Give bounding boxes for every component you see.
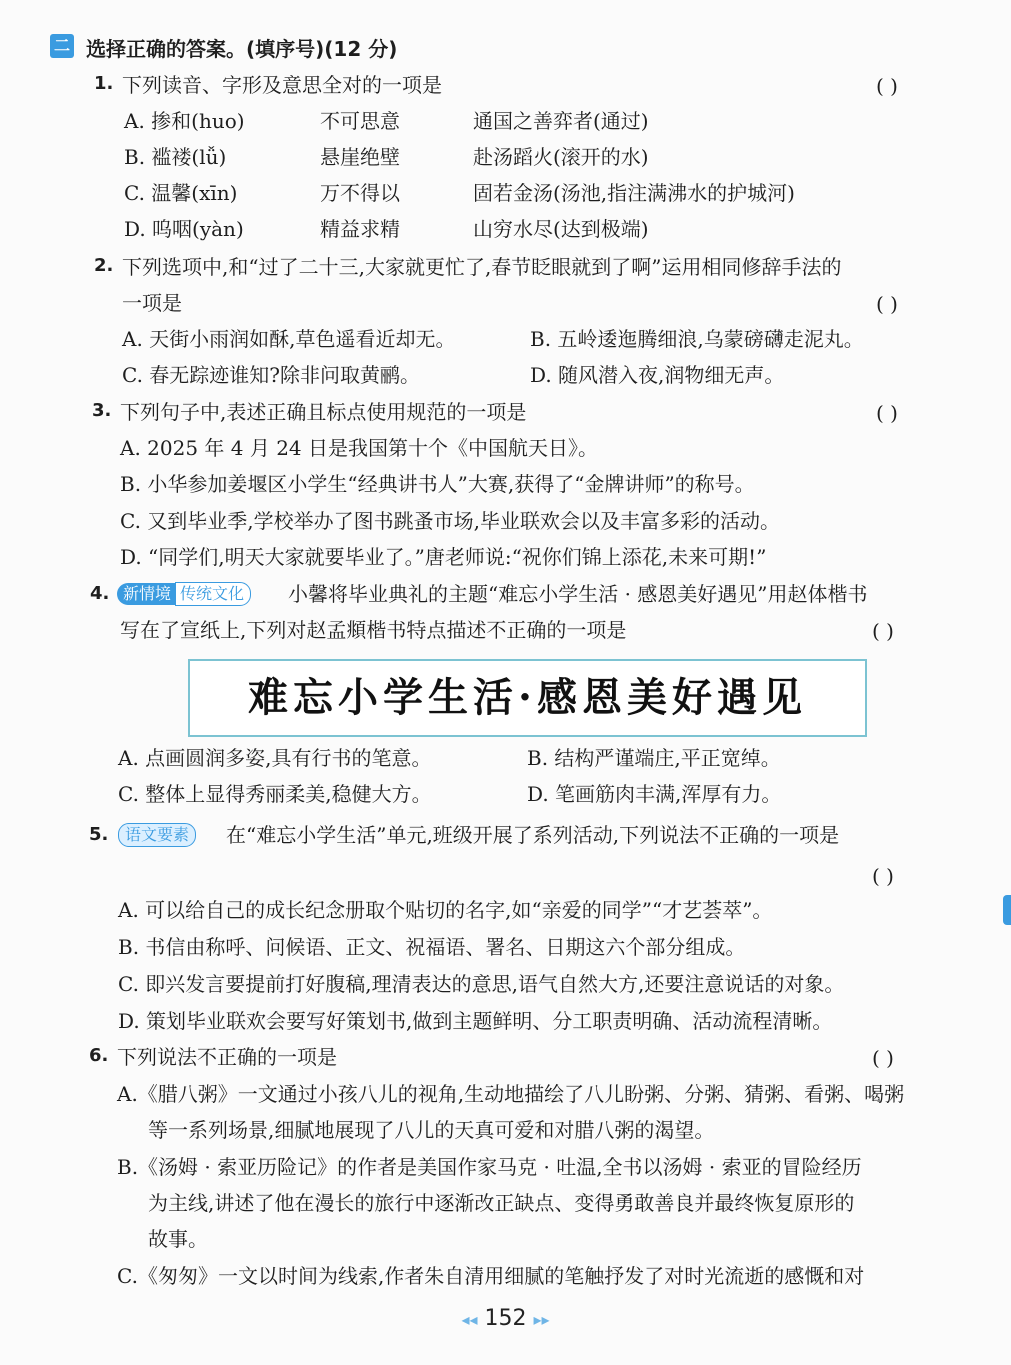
- q2-answer-blank: ( ): [876, 292, 898, 316]
- q1-option-b-idiom: 赴汤蹈火(滚开的水): [473, 145, 649, 169]
- q4-option-c: C. 整体上显得秀丽柔美,稳健大方。: [118, 782, 432, 806]
- q3-number: 3.: [92, 400, 112, 421]
- q5-tag-wrap: [118, 823, 196, 847]
- q2-stem-line2: 一项是: [122, 291, 182, 315]
- section-badge: 二: [50, 34, 74, 58]
- q4-option-b: B. 结构严谨端庄,平正宽绰。: [527, 746, 781, 770]
- q2-option-a: A. 天街小雨润如酥,草色遥看近却无。: [122, 327, 456, 351]
- q3-option-c: C. 又到毕业季,学校举办了图书跳蚤市场,毕业联欢会以及丰富多彩的活动。: [120, 509, 781, 533]
- q4-stem-line2: 写在了宣纸上,下列对赵孟頫楷书特点描述不正确的一项是: [120, 618, 627, 642]
- q5-option-b: B. 书信由称呼、问候语、正文、祝福语、署名、日期这六个部分组成。: [118, 935, 746, 959]
- q5-option-c: C. 即兴发言要提前打好腹稿,理清表达的意思,语气自然大方,还要注意说话的对象。: [118, 972, 845, 996]
- q5-tag-language: 语文要素: [118, 823, 196, 847]
- q1-answer-blank: ( ): [876, 74, 898, 98]
- q4-option-a: A. 点画圆润多姿,具有行书的笔意。: [118, 746, 432, 770]
- q6-answer-blank: ( ): [872, 1046, 894, 1070]
- q3-option-b: B. 小华参加姜堰区小学生“经典讲书人”大赛,获得了“金牌讲师”的称号。: [120, 472, 755, 496]
- q1-stem: 下列读音、字形及意思全对的一项是: [122, 73, 442, 97]
- q4-tag-culture: 传统文化: [175, 582, 251, 606]
- page-edge-tab: [1003, 895, 1011, 925]
- q5-stem: 在“难忘小学生活”单元,班级开展了系列活动,下列说法不正确的一项是: [226, 823, 840, 847]
- q1-number: 1.: [94, 73, 114, 94]
- q1-option-c-word: 万不得以: [320, 181, 400, 205]
- q5-answer-blank: ( ): [872, 864, 894, 888]
- q1-option-c-idiom: 固若金汤(汤池,指注满沸水的护城河): [473, 181, 795, 205]
- q6-number: 6.: [89, 1045, 109, 1066]
- q1-option-c-label: C. 温馨(xīn): [124, 181, 238, 205]
- q4-answer-blank: ( ): [872, 619, 894, 643]
- q6-option-b-line2: 为主线,讲述了他在漫长的旅行中逐渐改正缺点、变得勇敢善良并最终恢复原形的: [148, 1191, 855, 1215]
- q1-option-a-word: 不可思意: [320, 109, 400, 133]
- q6-stem: 下列说法不正确的一项是: [117, 1045, 337, 1069]
- page-footer: [0, 1306, 1011, 1331]
- q6-option-b-line3: 故事。: [148, 1227, 208, 1251]
- q6-option-c-line1: C.《匆匆》一文以时间为线索,作者朱自清用细腻的笔触抒发了对时光流逝的感慨和对: [117, 1264, 865, 1288]
- q3-answer-blank: ( ): [876, 401, 898, 425]
- q2-stem-line1: 下列选项中,和“过了二十三,大家就更忙了,春节眨眼就到了啊”运用相同修辞手法的: [122, 255, 842, 279]
- q2-option-b: B. 五岭逶迤腾细浪,乌蒙磅礴走泥丸。: [530, 327, 864, 351]
- q5-option-d: D. 策划毕业联欢会要写好策划书,做到主题鲜明、分工职责明确、活动流程清晰。: [118, 1009, 833, 1033]
- prev-arrow-icon: ◂◂: [461, 1310, 478, 1329]
- q5-number: 5.: [89, 824, 109, 845]
- section-title: 选择正确的答案。(填序号)(12 分): [86, 37, 398, 61]
- calligraphy-artwork: 难忘小学生活·感恩美好遇见: [188, 659, 867, 737]
- q2-number: 2.: [94, 255, 114, 276]
- q1-option-d-word: 精益求精: [320, 217, 400, 241]
- q1-option-a-label: A. 掺和(huo): [124, 109, 245, 133]
- q3-option-d: D. “同学们,明天大家就要毕业了。”唐老师说:“祝你们锦上添花,未来可期!”: [120, 545, 767, 569]
- q2-option-d: D. 随风潜入夜,润物细无声。: [530, 363, 785, 387]
- page-number: 152: [484, 1306, 527, 1331]
- q1-option-b-word: 悬崖绝壁: [320, 145, 400, 169]
- q4-stem-line1: 小馨将毕业典礼的主题“难忘小学生活 · 感恩美好遇见”用赵体楷书: [288, 582, 868, 606]
- next-arrow-icon: ▸▸: [533, 1310, 550, 1329]
- q5-option-a: A. 可以给自己的成长纪念册取个贴切的名字,如“亲爱的同学”“才艺荟萃”。: [118, 898, 773, 922]
- q4-tag-context: 新情境: [117, 583, 175, 605]
- q6-option-a-line2: 等一系列场景,细腻地展现了八儿的天真可爱和对腊八粥的渴望。: [148, 1118, 715, 1142]
- q6-option-a-line1: A.《腊八粥》一文通过小孩八儿的视角,生动地描绘了八儿盼粥、分粥、猜粥、看粥、喝粥: [117, 1082, 905, 1106]
- q4-tags: [117, 582, 251, 606]
- q3-stem: 下列句子中,表述正确且标点使用规范的一项是: [120, 400, 527, 424]
- q4-option-d: D. 笔画筋肉丰满,浑厚有力。: [527, 782, 782, 806]
- q1-option-d-idiom: 山穷水尽(达到极端): [473, 217, 649, 241]
- q2-option-c: C. 春无踪迹谁知?除非问取黄鹂。: [122, 363, 421, 387]
- q3-option-a: A. 2025 年 4 月 24 日是我国第十个《中国航天日》。: [120, 436, 599, 460]
- q1-option-a-idiom: 通国之善弈者(通过): [473, 109, 649, 133]
- q6-option-b-line1: B.《汤姆 · 索亚历险记》的作者是美国作家马克 · 吐温,全书以汤姆 · 索亚的冒险经历: [117, 1155, 862, 1179]
- q4-number: 4.: [90, 583, 110, 604]
- q1-option-b-label: B. 褴褛(lǚ): [124, 145, 227, 169]
- q1-option-d-label: D. 呜咽(yàn): [124, 217, 244, 241]
